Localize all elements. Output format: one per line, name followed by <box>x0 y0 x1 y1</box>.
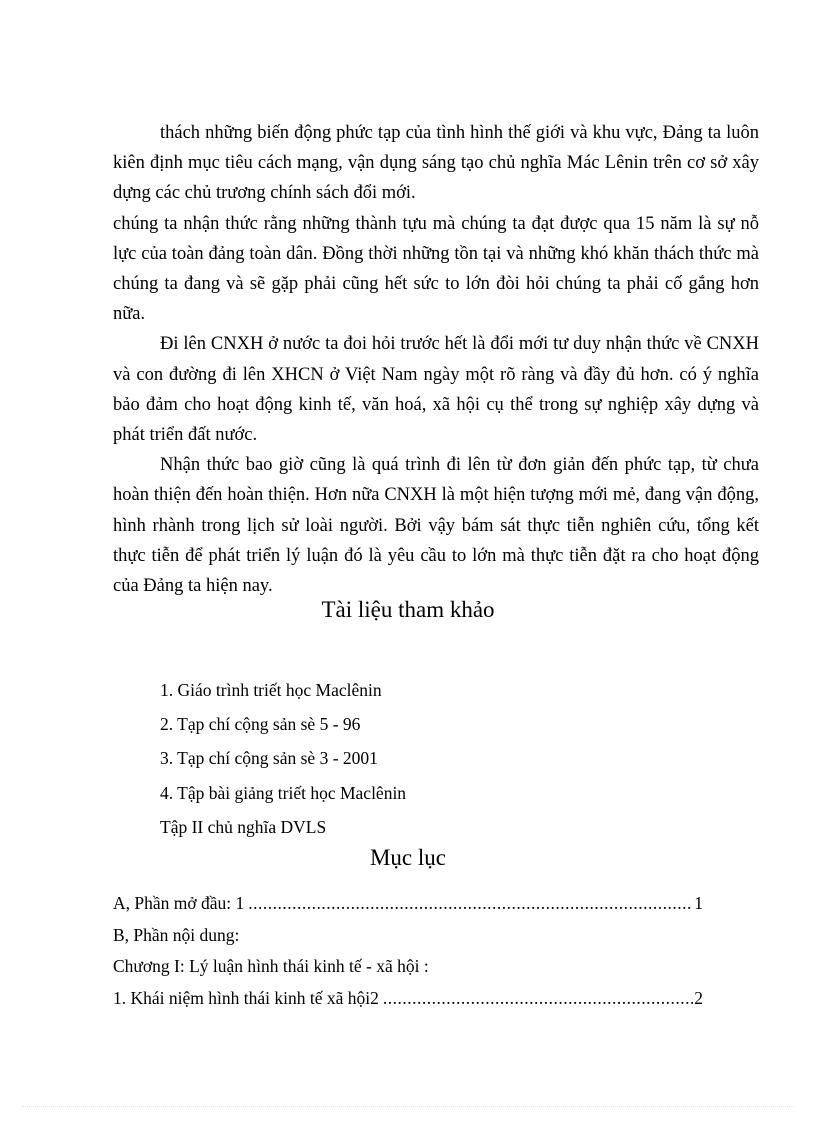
reference-item: 1. Giáo trình triết học Maclênin <box>160 680 382 700</box>
body-text <box>113 118 759 601</box>
toc-entry-label: Chương I: Lý luận hình thái kinh tế - xã hội : <box>113 956 429 976</box>
reference-item: 2. Tạp chí cộng sản sè 5 - 96 <box>160 714 361 735</box>
paragraph-3: Đi lên CNXH ở nước ta đoi hỏi trước hết là đổi mới tư duy nhận thức về CNXH và con đường đi lên XHCN ở Việt Nam ngày một rõ ràng và đầy đủ hơn. có ý nghĩa bảo đảm cho hoạt động kinh tế, văn hoá, xã hội cụ thể trong sự nghiệp xây dựng và phát triển đất nước. <box>113 334 759 446</box>
toc-entry-label: B, Phần nội dung: <box>113 924 240 945</box>
toc-heading: Mục lục <box>369 845 446 870</box>
reference-item: 4. Tập bài giảng triết học Maclênin <box>160 782 407 803</box>
toc-entry <box>113 888 703 920</box>
paragraph-4: Nhận thức bao giờ cũng là quá trình đi lên từ đơn giản đến phức tạp, từ chưa hoàn thiện đến hoàn thiện. Hơn nữa CNXH là một hiện tượng mới mẻ, đang vận động, hình rhành trong lịch sử loài người. Bởi vậy bám sát thực tiễn nghiên cứu, tổng kết thực tiễn để phát triển lý luận đó là yêu cầu to lớn mà thực tiễn đặt ra cho hoạt động của Đảng ta hiện nay. <box>113 455 759 597</box>
toc-entry <box>113 951 703 983</box>
toc-entry <box>113 983 703 1015</box>
toc-entry <box>113 920 703 952</box>
reference-item: 3. Tạp chí cộng sản sè 3 - 2001 <box>160 748 378 769</box>
reference-item: Tập II chủ nghĩa DVLS <box>160 816 327 837</box>
toc-dot-leader <box>248 888 693 920</box>
toc-entry-label: A, Phần mở đầu: 1 <box>113 893 245 913</box>
toc-dot-leader <box>383 983 693 1015</box>
paragraph-2: chúng ta nhận thức rằng những thành tựu mà chúng ta đạt được qua 15 năm là sự nỗ lực của toàn đảng toàn dân. Đồng thời những tồn tại và những khó khăn thách thức mà chúng ta đang và sẽ gặp phải cũng hết sức to lớn đòi hỏi chúng ta phải cố gắng hơn nữa. <box>113 213 759 325</box>
toc-entry-page: 1 <box>694 893 703 913</box>
references-list <box>160 673 406 844</box>
toc-entry-label: 1. Khái niệm hình thái kinh tế xã hội2 <box>113 987 379 1008</box>
table-of-contents <box>113 888 703 1014</box>
references-heading: Tài liệu tham khảo <box>321 597 495 622</box>
toc-entry-page: 2 <box>694 987 703 1008</box>
paragraph-1: thách những biến động phức tạp của tình hình thế giới và khu vực, Đảng ta luôn kiên định mục tiêu cách mạng, vận dụng sáng tạo chủ nghĩa Mác Lênin trên cơ sở xây dựng các chủ trương chính sách đổi mới. <box>113 123 759 204</box>
footer-divider <box>22 1106 794 1107</box>
